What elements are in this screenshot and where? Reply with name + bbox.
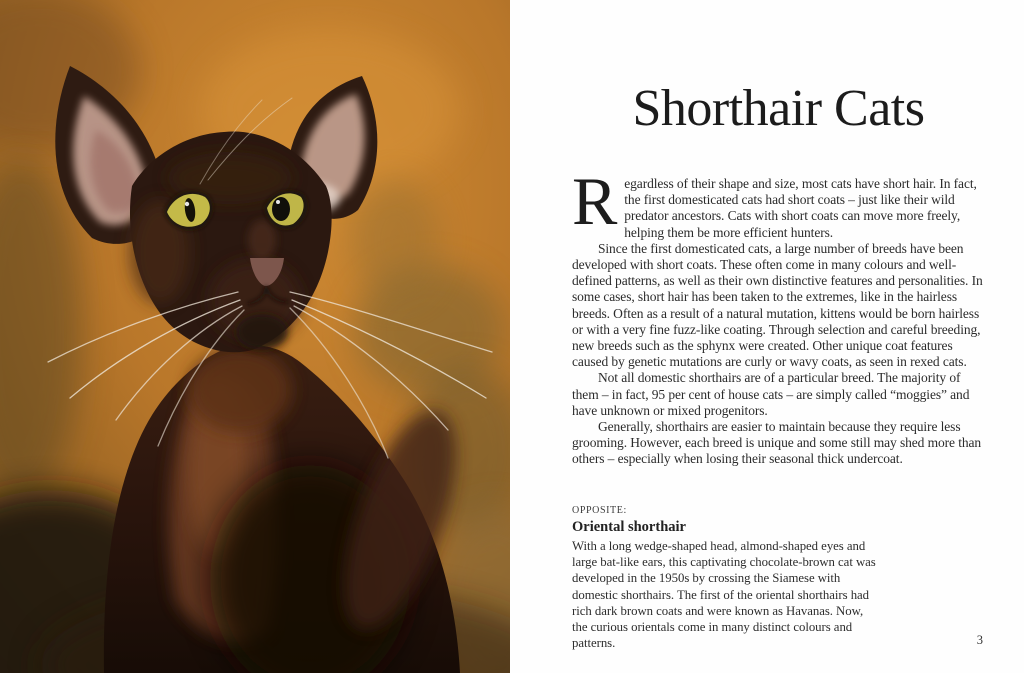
right-page <box>510 0 1024 673</box>
page-number: 3 <box>976 633 983 647</box>
body-text <box>572 163 985 468</box>
paragraph-text: Since the first domesticated cats, a large number of breeds have been developed with short coats. These often come in many colours and well-defined patterns, as well as their own distinctive features and personalities. In some cases, short hair has been taken to the extremes, like in the hairless breeds. Often as a result of a natural mutation, kittens would be born hairless or with a very fine fuzz-like coating. Through selection and careful breeding, new breeds such as the sphynx were created. Other unique coat features caused by genetic mutations are curly or wavy coats, as seen in rexed cats. <box>572 240 983 370</box>
page-title: Shorthair Cats <box>632 80 925 137</box>
photo-caption <box>572 505 880 651</box>
paragraph <box>572 241 985 371</box>
paragraph-text: Not all domestic shorthairs are of a particular breed. The majority of them – in fact, 95 per cent of house cats – are simply called “moggies” and have unknown or mixed progenitors. <box>572 370 970 418</box>
left-page-photo <box>0 0 510 673</box>
paragraph-text: egardless of their shape and size, most cats have short hair. In fact, the first domesticated cats had short coats – just like their wild predator ancestors. Cats with short coats can move more freely, helping them be more efficient hunters. <box>624 176 977 240</box>
caption-heading: Oriental shorthair <box>572 519 686 535</box>
drop-cap: R <box>572 163 618 239</box>
caption-kicker: OPPOSITE: <box>572 505 627 516</box>
caption-text: With a long wedge-shaped head, almond-shaped eyes and large bat-like ears, this captivating chocolate-brown cat was developed in the 1950s by crossing the Siamese with domestic shorthairs. The first of the oriental shorthairs had rich dark brown coats and were known as Havanas. Now, the curious orientals come in many distinct colours and patterns. <box>572 539 876 651</box>
paragraph <box>572 419 985 468</box>
paragraph <box>572 163 985 241</box>
paragraph-text: Generally, shorthairs are easier to maintain because they require less grooming. However, each breed is unique and some still may shed more than others – especially when losing their seasonal thick undercoat. <box>572 419 982 467</box>
paragraph <box>572 370 985 419</box>
text-column <box>572 0 985 673</box>
cat-photo <box>0 0 510 673</box>
